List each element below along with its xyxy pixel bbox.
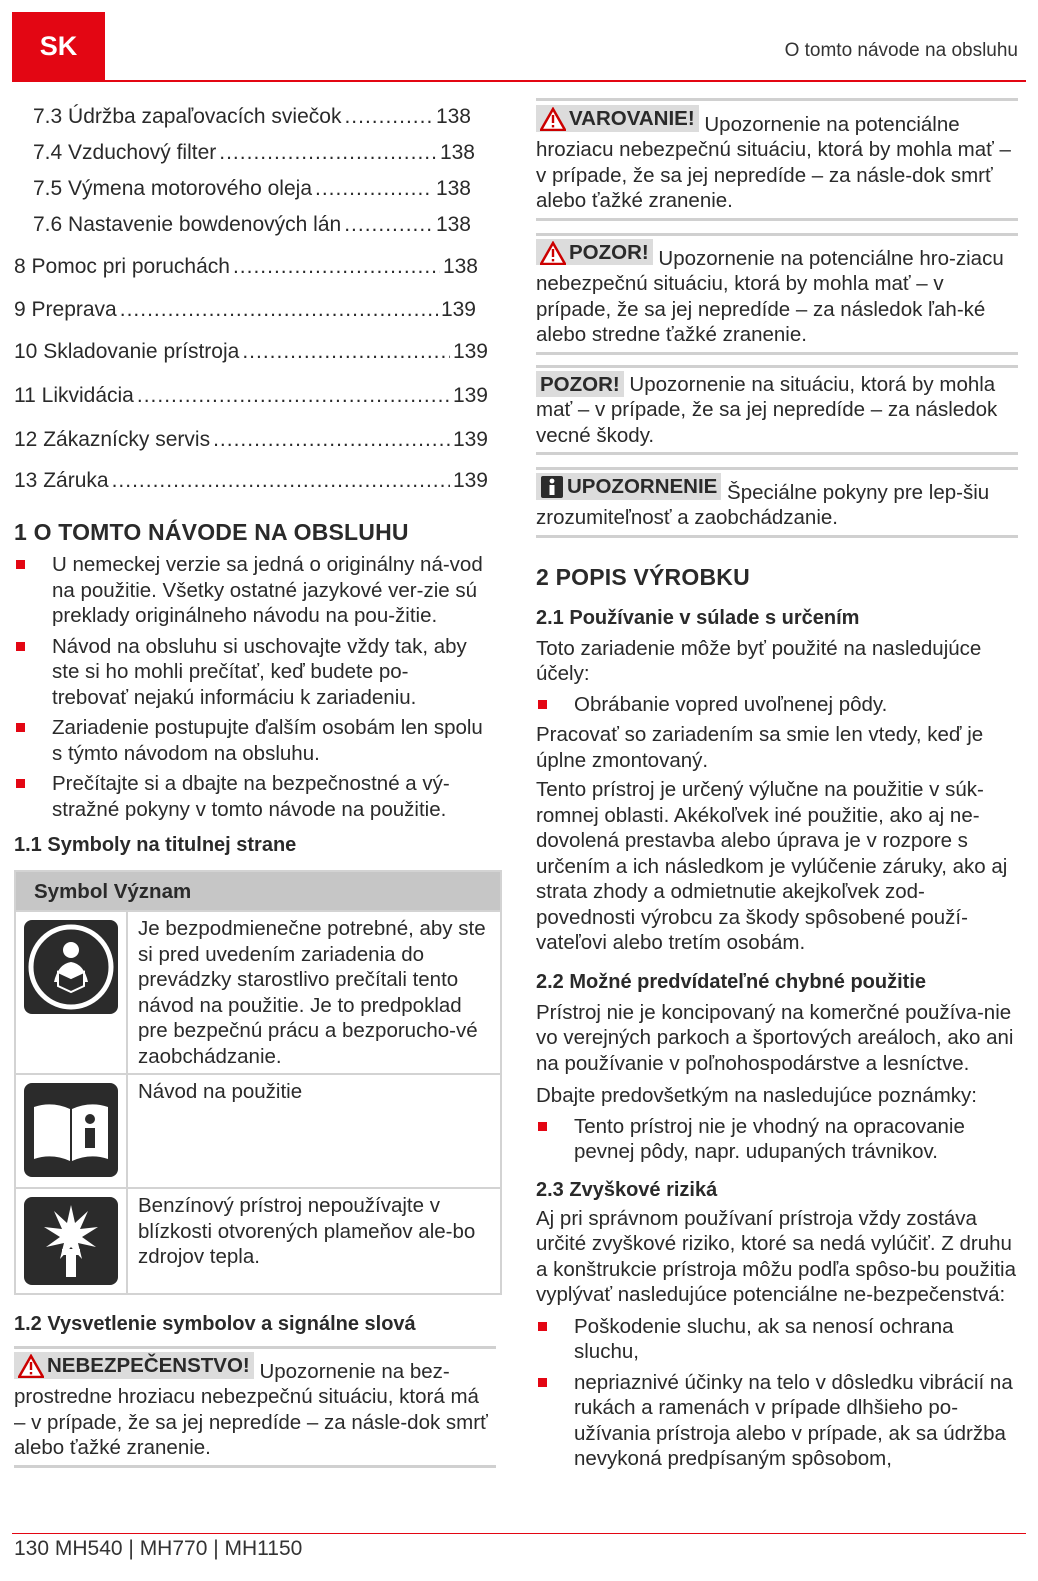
section-2-2-bullets xyxy=(536,1114,1018,1165)
toc-label: 12 Zákaznícky servis xyxy=(14,428,211,451)
symbol-description: Benzínový prístroj nepoužívajte v blízkosti otvorených plameňov ale-bo zdrojov tepla. xyxy=(138,1194,476,1268)
toc-leader xyxy=(120,298,438,322)
toc-leader xyxy=(315,177,433,201)
paragraph: Toto zariadenie môže byť použité na nasledujúce účely: xyxy=(536,636,982,686)
toc-page: 139 xyxy=(452,384,488,407)
symbol-description: Je bezpodmienečne potrebné, aby ste si pred uvedením zariadenia do prevádzky starostlivo prečítali tento návod na použitie. Je to predpoklad pre bezpečnú prácu a bezporucho-vé zaobchádzanie. xyxy=(138,917,486,1068)
list-item-text: nepriaznivé účinky na telo v dôsledku vibrácií na rukách a ramenách v prípade dlhšieho po-užívania prístroja alebo v prípade, ak sa údržba nevykoná predpísaným spôsobom, xyxy=(574,1370,1013,1471)
section-1-heading: 1 O TOMTO NÁVODE NA OBSLUHU xyxy=(14,519,409,545)
warning-triangle-icon xyxy=(540,241,566,265)
bullet-square-icon xyxy=(538,1122,547,1131)
bullet-square-icon xyxy=(16,779,25,788)
toc-leader xyxy=(344,105,433,129)
toc-leader xyxy=(344,213,433,237)
toc-page: 139 xyxy=(452,469,488,492)
subsection-2-3-heading: 2.3 Zvyškové riziká xyxy=(536,1178,718,1201)
toc-leader xyxy=(233,255,440,279)
no-open-flame-icon xyxy=(24,1197,118,1285)
toc-label: 7.6 Nastavenie bowdenových lán xyxy=(33,213,342,236)
toc-entry[interactable] xyxy=(33,213,471,237)
language-tab: SK xyxy=(12,12,105,80)
toc-label: 13 Záruka xyxy=(14,469,109,492)
symbol-cell xyxy=(16,912,128,1073)
list-item xyxy=(536,1314,1018,1365)
caution-notice xyxy=(536,233,1018,355)
toc-leader xyxy=(219,141,437,165)
list-item-text: Tento prístroj nie je vhodný na opracovanie pevnej pôdy, napr. udupaných trávnikov. xyxy=(574,1114,965,1164)
toc-label: 8 Pomoc pri poruchách xyxy=(14,255,230,278)
list-item xyxy=(14,634,484,711)
subsection-2-1-heading: 2.1 Používanie v súlade s určením xyxy=(536,606,860,629)
warning-label xyxy=(536,105,699,132)
symbol-table-header: Symbol Význam xyxy=(16,872,500,910)
bullet-square-icon xyxy=(538,1378,547,1387)
list-item xyxy=(536,1114,1018,1165)
paragraph: Pracovať so zariadením sa smie len vtedy, keď je úplne zmontovaný. xyxy=(536,723,984,772)
toc-label: 10 Skladovanie prístroja xyxy=(14,340,240,363)
caution-text: Upozornenie na potenciálne hro-ziacu nebezpečnú situáciu, ktorá by mohla mať – v prípade, že sa jej nepredíde – za následok ľah-ké alebo stredne ťažké zranenie. xyxy=(536,246,1004,346)
caution-label xyxy=(536,239,653,266)
warning-triangle-icon xyxy=(540,107,566,131)
toc-page: 138 xyxy=(435,105,471,128)
danger-text: Upozornenie na bez-prostredne hroziacu nebezpečnú situáciu, ktorá má – v prípade, že sa jej nepredíde – za násle-dok smrť alebo ťažké zranenie. xyxy=(14,1359,488,1460)
toc-entry[interactable] xyxy=(14,428,488,452)
toc-label: 11 Likvidácia xyxy=(14,384,134,407)
list-item xyxy=(14,715,484,766)
toc-label: 7.5 Výmena motorového oleja xyxy=(33,177,312,200)
subsection-2-2-heading: 2.2 Možné predvídateľné chybné použitie xyxy=(536,970,926,993)
symbol-cell xyxy=(16,1189,128,1293)
toc-label: 7.3 Údržba zapaľovacích sviečok xyxy=(33,105,342,128)
toc-page: 138 xyxy=(442,255,478,278)
page-header-title: O tomto návode na obsluhu xyxy=(784,40,1018,61)
section-1 xyxy=(14,519,496,1468)
symbol-description: Návod na použitie xyxy=(138,1080,303,1103)
toc-entry[interactable] xyxy=(14,384,488,408)
property-damage-notice xyxy=(536,365,1018,456)
bullet-square-icon xyxy=(16,723,25,732)
list-item xyxy=(536,1370,1018,1472)
paragraph: Tento prístroj je určený výlučne na použitie v súk-romnej oblasti. Akékoľvek iné použitie, ako aj ne-dovolená prestavba alebo úprava je v rozpore s určením a ich následkom je vylúčenie záruky, ako aj strata zhody a odmietnutie akejkoľvek zod-povednosti výrobcu za škody spôsobené použí-vateľovi alebo tretím osobám. xyxy=(536,778,1008,955)
toc-entry[interactable] xyxy=(14,340,488,364)
footer-divider xyxy=(12,1533,1026,1534)
bullet-square-icon xyxy=(538,700,547,709)
list-item-text: Poškodenie sluchu, ak sa nenosí ochrana sluchu, xyxy=(574,1314,954,1364)
toc-entry[interactable] xyxy=(33,141,475,165)
bullet-square-icon xyxy=(16,642,25,651)
section-2-1-bullets xyxy=(536,692,1018,718)
bullet-square-icon xyxy=(16,560,25,569)
read-manual-icon xyxy=(24,920,118,1014)
toc-leader xyxy=(137,384,450,408)
warning-notice xyxy=(536,98,1018,221)
bullet-square-icon xyxy=(538,1322,547,1331)
danger-notice xyxy=(14,1346,496,1468)
manual-info-icon xyxy=(24,1083,118,1177)
table-row xyxy=(16,910,500,1073)
toc-entry[interactable] xyxy=(14,298,476,322)
subsection-1-2-heading: 1.2 Vysvetlenie symbolov a signálne slová xyxy=(14,1313,416,1335)
toc-entry[interactable] xyxy=(33,105,471,129)
info-icon xyxy=(540,475,564,499)
section-1-bullets xyxy=(14,552,484,822)
toc-page: 138 xyxy=(435,213,471,236)
toc-page: 138 xyxy=(435,177,471,200)
list-item xyxy=(14,552,484,629)
paragraph: Dbajte predovšetkým na nasledujúce poznámky: xyxy=(536,1084,977,1108)
property-damage-text: Upozornenie na situáciu, ktorá by mohla mať – v prípade, že sa jej nepredíde – za následok vecné škody. xyxy=(536,372,998,447)
symbol-cell xyxy=(16,1075,128,1187)
list-item-text: Zariadenie postupujte ďalším osobám len spolu s týmto návodom na obsluhu. xyxy=(52,716,483,765)
toc-entry[interactable] xyxy=(14,255,478,279)
paragraph: Prístroj nie je koncipovaný na komerčné používa-nie vo verejných parkoch a športových areáloch, ako ani na používanie v poľnohospodárstve a lesníctve. xyxy=(536,1000,1014,1075)
subsection-1-1-heading: 1.1 Symboly na titulnej strane xyxy=(14,834,297,856)
toc-page: 139 xyxy=(452,340,488,363)
toc-label: 9 Preprava xyxy=(14,298,117,321)
caution-label-text: POZOR! xyxy=(540,372,620,396)
toc-page: 139 xyxy=(452,428,488,451)
list-item-text: Obrábanie vopred uvoľnenej pôdy. xyxy=(574,692,888,716)
page-footer: 130 MH540 | MH770 | MH1150 xyxy=(14,1537,303,1560)
warning-label-text: VAROVANIE! xyxy=(569,107,695,130)
toc-label: 7.4 Vzduchový filter xyxy=(33,141,217,164)
list-item-text: Návod na obsluhu si uschovajte vždy tak, aby ste si ho mohli prečítať, keď budete po-trebovať nejakú informáciu k zariadeniu. xyxy=(52,634,467,709)
list-item-text: U nemeckej verzie sa jedná o originálny ná-vod na použitie. Všetky ostatné jazykové ver-zie sú preklady originálneho návodu na pou-žitie. xyxy=(52,553,483,627)
right-column xyxy=(536,98,1018,1477)
toc-page: 138 xyxy=(439,141,475,164)
toc-entry[interactable] xyxy=(14,469,488,493)
list-item xyxy=(14,771,484,822)
danger-label-text: NEBEZPEČENSTVO! xyxy=(47,1354,250,1377)
list-item-text: Prečítajte si a dbajte na bezpečnostné a vý-stražné pokyny v tomto návode na použitie. xyxy=(52,772,450,821)
paragraph: Aj pri správnom používaní prístroja vždy zostáva určité zvyškové riziko, ktoré sa nedá vylúčiť. Z druhu a konštrukcie prístroja môžu podľa spôso-bu použitia vyplývať nasledujúce potenciálne ne-bezpečenstvá: xyxy=(536,1206,1017,1307)
header-divider xyxy=(12,80,1026,82)
toc-leader xyxy=(213,428,450,452)
note-label xyxy=(536,473,721,500)
symbol-table xyxy=(14,870,502,1295)
table-row xyxy=(16,1187,500,1293)
toc-leader xyxy=(242,340,450,364)
toc-entry[interactable] xyxy=(33,177,471,201)
warning-triangle-icon xyxy=(18,1354,44,1378)
warning-text: Upozornenie na potenciálne hroziacu nebezpečnú situáciu, ktorá by mohla mať – v prípade, že sa jej nepredíde – za násle-dok smrť alebo ťažké zranenie. xyxy=(536,112,1011,213)
section-2-heading: 2 POPIS VÝROBKU xyxy=(536,563,750,590)
danger-label xyxy=(14,1352,254,1379)
note-label-text: UPOZORNENIE xyxy=(567,475,718,498)
note-text: Špeciálne pokyny pre lep-šiu zrozumiteľnosť a zaobchádzanie. xyxy=(536,480,990,530)
caution-label xyxy=(536,371,624,398)
section-2-3-bullets xyxy=(536,1314,1018,1472)
toc-page: 139 xyxy=(440,298,476,321)
caution-label-text: POZOR! xyxy=(569,240,649,264)
toc-leader xyxy=(112,469,450,493)
table-row xyxy=(16,1073,500,1187)
note-notice xyxy=(536,467,1018,538)
list-item xyxy=(536,692,1018,718)
